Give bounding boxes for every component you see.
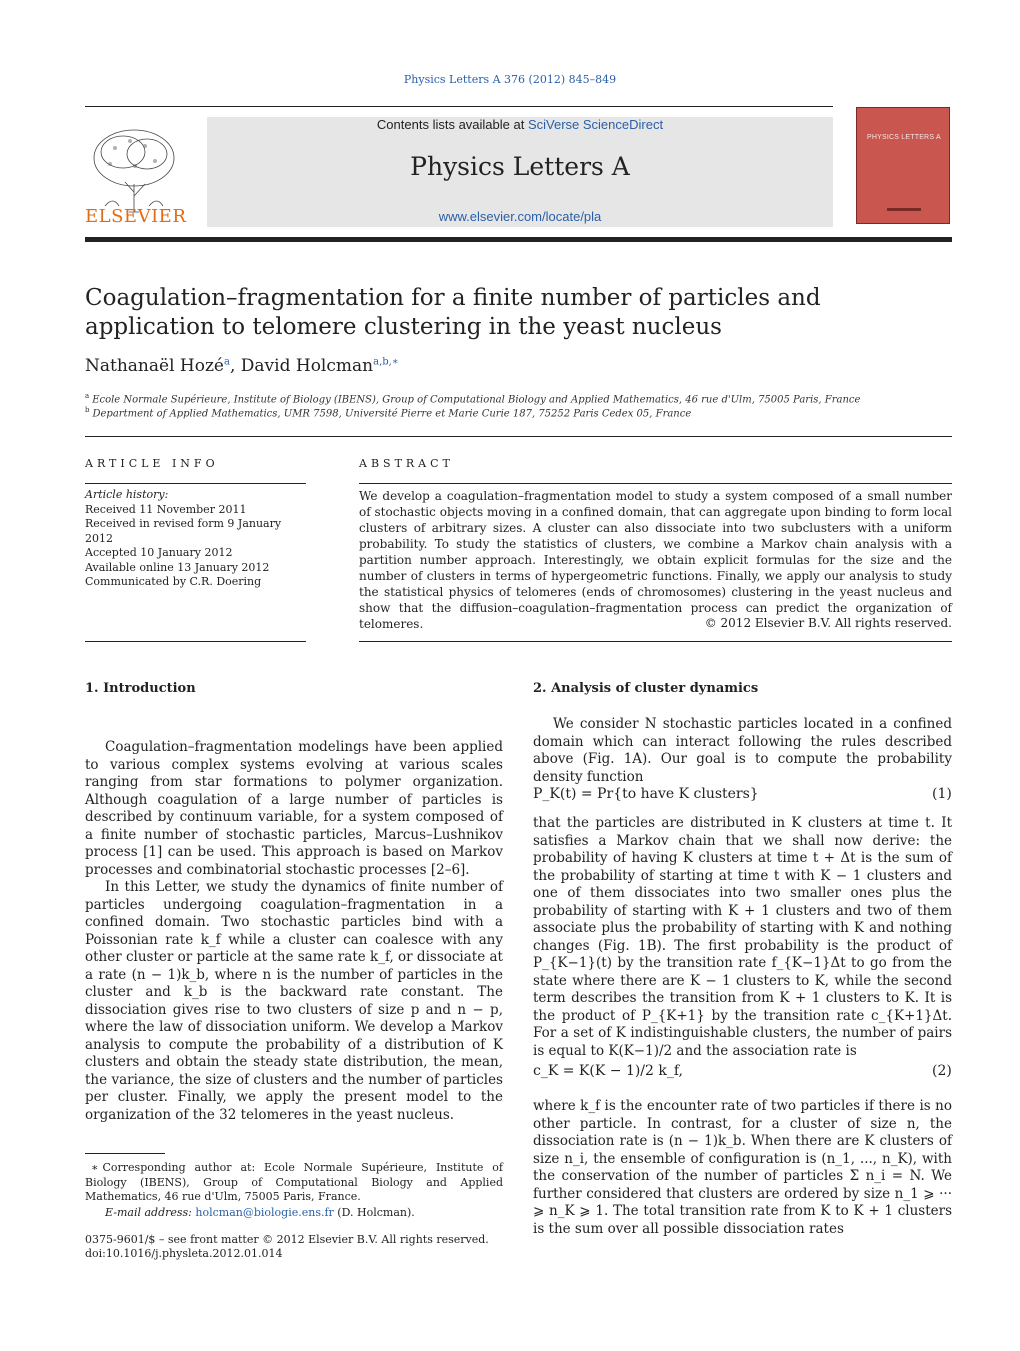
header-thick-rule	[85, 237, 952, 242]
abstract-text: We develop a coagulation–fragmentation model to study a system composed of a small number of stochastic objects moving in a confined domain, that can aggregate upon binding to form local clusters of arbitrary sizes. A cluster can also dissociate into two subclusters with a uniform probability. To study the statistics of clusters, we combine a Markov chain analysis with a partition number approach. Interestingly, we obtain explicit formulas for the size and the number of clusters in terms of hypergeometric functions. Finally, we apply our analysis to study the statistical physics of telomeres (ends of chromosomes) clustering in the yeast nucleus and show that the diffusion–coagulation–fragmentation process can predict the organization of telomeres.	[359, 489, 952, 631]
elsevier-wordmark: ELSEVIER	[85, 206, 187, 227]
section2-p1-text: We consider N stochastic particles located in a confined domain which can interact following the rules described above (Fig. 1A). Our goal is to compute the probability density function	[533, 716, 952, 785]
author-hoze: Nathanaël Hozé	[85, 356, 224, 376]
article-info-heading: ARTICLE INFO	[85, 457, 219, 470]
section2-paragraph-1	[533, 716, 952, 786]
equation-1-number: (1)	[932, 786, 952, 802]
journal-url-link[interactable]: www.elsevier.com/locate/pla	[438, 209, 602, 224]
author-holcman: David Holcman	[240, 356, 374, 376]
author-holcman-affil[interactable]: a,b,∗	[373, 356, 399, 368]
affiliation-b-text: Department of Applied Mathematics, UMR 7598, Université Pierre et Marie Curie 187, 75252 Paris Cedex 05, France	[92, 408, 692, 420]
contents-line	[207, 117, 833, 132]
author-list	[85, 356, 399, 376]
affiliation-a-label: a	[85, 392, 90, 400]
section-introduction-heading: 1. Introduction	[85, 681, 196, 696]
doi-link[interactable]: doi:10.1016/j.physleta.2012.01.014	[85, 1247, 283, 1260]
journal-name: Physics Letters A	[410, 152, 630, 181]
front-matter: 0375-9601/$ – see front matter © 2012 Elsevier B.V. All rights reserved.	[85, 1233, 489, 1246]
section2-paragraph-2: that the particles are distributed in K clusters at time t. It satisfies a Markov chain that we shall now derive: the probability of having K clusters at time t + Δt is the sum of the probability of starting at time t with K − 1 clusters and one of them dissociates into two smaller ones plus the probability of starting with K + 1 clusters and two of them associate plus the probability of starting with K and nothing changes (Fig. 1B). The first probability is the product of P_{K−1}(t) by the transition rate f_{K−1}Δt to go from the state where there are K − 1 clusters to K, while the second term describes the transition from K + 1 clusters to K. It is the product of P_{K+1} by the transition rate c_{K+1}Δt. For a set of K indistinguishable clusters, the number of pairs is equal to K(K−1)/2 and the association rate is	[533, 815, 952, 1059]
contents-prefix: Contents lists available at	[376, 117, 528, 132]
abstract-copyright: © 2012 Elsevier B.V. All rights reserved.	[704, 616, 952, 630]
abstract-heading: ABSTRACT	[359, 457, 454, 470]
affiliation-b-label: b	[85, 406, 90, 414]
introduction-paragraph-1: Coagulation–fragmentation modelings have been applied to various complex systems evolving at various scales ranging from star formations to polymer organization. Although coagulation of a large number of particles is described by continuum variable, for a system composed of a finite number of stochastic particles, Marcus–Lushnikov process [1] can be used. This approach is based on Markov processes and combinatorial stochastic processes [2–6].	[85, 739, 503, 878]
cover-publisher-bar	[887, 208, 921, 211]
introduction-paragraph-2: In this Letter, we study the dynamics of finite number of particles undergoing coagulation–fragmentation in a confined domain. Two stochastic particles bind with a Poissonian rate k_f while a cluster can coalesce with any other cluster or particle at the same rate k_f, or dissociate at a rate (n − 1)k_b, where n is the number of particles in the cluster and k_b is the backward rate constant. The dissociation gives rise to two clusters of size p and n − p, where the law of dissociation uniform. We develop a Markov analysis to compute the probability of a distribution of K clusters and obtain the steady state distribution, the mean, the variance, the size of clusters and the number of particles per cluster. Finally, we apply the present model to the organization of the 32 telomeres in the yeast nucleus.	[85, 879, 503, 1123]
section-cluster-dynamics-heading: 2. Analysis of cluster dynamics	[533, 681, 759, 696]
corresponding-author-footnote	[85, 1161, 503, 1205]
email-suffix: (D. Holcman).	[333, 1206, 415, 1219]
history-accepted: Accepted 10 January 2012	[85, 546, 233, 559]
footnote-rule	[85, 1153, 165, 1154]
introduction-body	[85, 739, 503, 1124]
history-revised: Received in revised form 9 January 2012	[85, 517, 282, 545]
abstract-rule-bottom	[359, 641, 952, 642]
info-rule-top	[85, 483, 306, 484]
author-hoze-affil[interactable]: a	[224, 356, 230, 368]
equation-2-number: (2)	[932, 1063, 952, 1079]
footnote-star: ∗	[91, 1161, 99, 1174]
info-rule-bottom	[85, 641, 306, 642]
equation-1: P_K(t) = Pr{to have K clusters}	[533, 786, 759, 802]
footnote-corresponding-text: Corresponding author at: Ecole Normale Supérieure, Institute of Biology (IBENS), Group of Computational Biology and Applied Mathematics, 46 rue d'Ulm, 75005 Paris, France.	[85, 1161, 503, 1203]
equation-2: c_K = K(K − 1)/2 k_f,	[533, 1063, 684, 1079]
author-separator: ,	[229, 356, 241, 376]
article-title: Coagulation–fragmentation for a finite number of particles and application to telomere clustering in the yeast nucleus	[85, 285, 821, 340]
article-history	[85, 488, 305, 590]
history-label: Article history:	[85, 488, 169, 501]
journal-citation[interactable]: Physics Letters A 376 (2012) 845–849	[403, 73, 617, 86]
email-footnote	[85, 1206, 523, 1221]
header-top-rule	[85, 106, 833, 107]
affiliation-rule	[85, 436, 952, 437]
history-online: Available online 13 January 2012	[85, 560, 270, 574]
cover-title: PHYSICS LETTERS A	[867, 134, 941, 141]
history-received: Received 11 November 2011	[85, 502, 247, 516]
abstract-rule-top	[359, 483, 952, 484]
sciencedirect-link[interactable]: SciVerse ScienceDirect	[527, 117, 664, 132]
email-label: E-mail address:	[105, 1206, 196, 1219]
journal-cover-thumbnail[interactable]	[856, 107, 950, 224]
email-link[interactable]: holcman@biologie.ens.fr	[195, 1206, 334, 1219]
affiliation-a-text: Ecole Normale Supérieure, Institute of Biology (IBENS), Group of Computational Biology and Applied Mathematics, 46 rue d'Ulm, 75005 Paris, France	[92, 394, 861, 406]
history-communicated: Communicated by C.R. Doering	[85, 575, 262, 588]
section2-paragraph-3: where k_f is the encounter rate of two particles if there is no other particle. In contrast, for a cluster of size n, the dissociation rate is (n − 1)k_b. When there are K clusters of size n_i, the ensemble of configuration is (n_1, ..., n_K), with the conservation of the number of particles Σ n_i = N. We further considered that clusters are ordered by size n_1 ⩾ ··· ⩾ n_K ⩾ 1. The total transition rate from K to K + 1 clusters is the sum over all possible dissociation rates	[533, 1098, 952, 1237]
affiliation-b	[85, 406, 691, 419]
affiliation-a	[85, 392, 860, 405]
